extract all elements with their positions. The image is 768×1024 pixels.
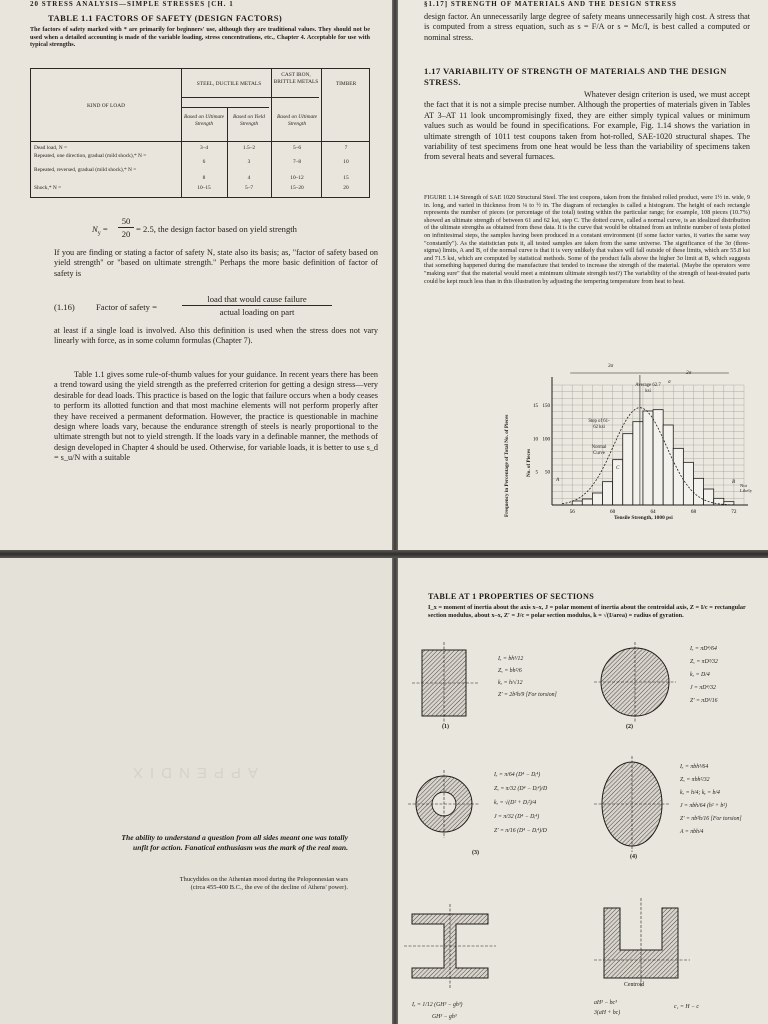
histogram-bar <box>633 422 643 505</box>
x-tick-label: 68 <box>690 509 697 515</box>
section-6-equation: 3(aH + bc) <box>594 1010 621 1016</box>
equation-ny-fraction: $\frac{50}{20}$ <box>118 216 134 239</box>
row-label: Dead load, N = <box>34 145 67 151</box>
paragraph: Table 1.1 gives some rule-of-thumb values for your guidance. In recent years there has been a trend toward using the yield strength as the preferred criterion for getting a design stress—very desirable for dead loads. This practice is based on the logic that failure occurs when a body ceases to perform its allotted function and that most machine elements will not perform properly after they have received a permanent deformation. However, the practice is questionable in machine design where loads vary, because the endurance strength of steels is nearly proportional to the ultimate strength but not to yield strength. If the loads vary in a definable manner, the methods of design developed in Chapter 4 should be used. Otherwise, for variable loads, it is better to use s_d = s_u/N with a suitable <box>54 370 378 463</box>
row-value: 7–8 <box>292 159 302 165</box>
book-gutter <box>392 0 398 1024</box>
annotation-2sigma: 2σ <box>686 370 692 376</box>
histogram-bar <box>673 448 683 505</box>
section-2-equation: kₓ = D/4 <box>690 672 710 678</box>
section-3-number: (3) <box>472 850 479 856</box>
table-title: TABLE 1.1 FACTORS OF SAFETY (DESIGN FACTORS) <box>48 13 283 23</box>
histogram-svg <box>506 365 758 525</box>
section-3-equation: kₓ = √(D² + Dᵢ²)/4 <box>494 800 537 806</box>
col-steel: STEEL, DUCTILE METALS <box>196 81 262 87</box>
table-caption: The factors of safety marked with * are primarily for beginners' use, although they are traditional values. They should not be used when a detailed accounting is made of the variable loading, stress concentrations, etc., Chapter 4. Acceptable for use with typical strengths. <box>30 26 370 49</box>
section-6-label: Centroid <box>624 982 645 988</box>
section-ellipse <box>594 756 670 852</box>
section-channel <box>594 898 690 988</box>
y2-tick-label: 50 <box>545 470 550 476</box>
epigraph-quote: The ability to understand a question from all sides meant one was totally unfit for action. Fanatical enthusiasm was the mark of the real man. <box>121 833 348 852</box>
row-value: 3 <box>247 159 251 165</box>
section-2-equation: Z′ = πD³/16 <box>690 698 718 704</box>
sub-cast-ultimate: Based on Ultimate Strength <box>276 114 318 127</box>
col-timber: TIMBER <box>335 81 357 87</box>
x-tick-label: 56 <box>569 509 575 515</box>
y2-tick-label: 150 <box>542 404 550 409</box>
row-value: 3–4 <box>199 145 209 151</box>
section-3-equation: Z′ = π/16 (D⁴ − Dᵢ⁴)/D <box>494 828 547 834</box>
section-2-number: (2) <box>626 724 633 730</box>
annotation-b: B <box>732 479 736 485</box>
histogram-chart <box>506 365 758 525</box>
epigraph-attribution: Thucydides on the Athenian mood during the Peloponnesian wars (circa 455-400 B.C., the eve of the decline of Athens' power). <box>179 876 348 891</box>
page-divider <box>0 550 768 558</box>
y-tick-label: 10 <box>533 437 538 443</box>
annotation-a: A <box>556 477 560 483</box>
paragraph: at least if a single load is involved. Also this definition is used when the stress does not vary linearly with force, as in some column formulas (Chapter 7). <box>54 326 378 346</box>
row-value: 10 <box>343 159 349 165</box>
annotation-step-c: C <box>616 465 620 471</box>
row-value: 5–7 <box>244 185 254 191</box>
row-label: Repeated, one direction, gradual (mild shock),* N = <box>34 153 147 159</box>
section-2-equation: J = πD⁴/32 <box>690 685 716 691</box>
page-top-left <box>0 0 392 550</box>
row-label: Shock,* N = <box>34 185 62 191</box>
y-tick-label: 5 <box>535 470 538 476</box>
table-at1-intro: I_x = moment of inertia about the axis x–x, J = polar moment of inertia about the centroidal axis, Z = I/c = rectangular section modulus, about x–x, Z′ = J/c = polar section modulus, k = √(I/area) = radius of gyration. <box>428 604 746 619</box>
annotation-3sigma: 3σ <box>608 363 614 369</box>
y-axis-label-2: No. of Pieces <box>526 448 532 477</box>
col-kind-of-load: KIND OF LOAD <box>86 103 126 109</box>
row-value: 5–6 <box>292 145 302 151</box>
page-bottom-right <box>398 558 768 1024</box>
paragraph: Whatever design criterion is used, we must accept the fact that it is not a simple precise number. Although the properties of materials given in Tables AT 3–AT 11 look uncompromisingly fixed, they are either simply typical values or minimum values such as would be found in specifications. For example, Fig. 1.14 shows the variation in ultimate strength of 1011 test coupons taken from hot-rolled, SAE-1020 structural shapes. The variability of test specimens from one heat would be less than the variability of specimens taken from several heats and several furnaces. <box>424 90 750 162</box>
appendix-show-through: APPENDIX <box>126 764 258 781</box>
x-tick-label: 64 <box>650 509 656 515</box>
y2-tick-label: 100 <box>542 437 550 443</box>
y-axis-label: Frequency in Percentage of Total No. of Pieces <box>504 414 510 517</box>
histogram-bar <box>572 501 582 505</box>
row-label: Repeated, reversed, gradual (mild shock),* N = <box>34 167 137 173</box>
section-2-equation: Zₓ = πD³/32 <box>690 659 718 665</box>
sub-ultimate: Based on Ultimate Strength <box>183 114 225 127</box>
row-value: 10–12 <box>290 175 304 181</box>
section-4-equation: A = πbh/4 <box>680 829 704 835</box>
histogram-bar <box>693 478 703 505</box>
page-top-right <box>398 0 768 550</box>
section-6-equation: c₁ = H − c <box>674 1004 699 1010</box>
figure-caption: FIGURE 1.14 Strength of SAE 1020 Structural Steel. The test coupons, taken from the finished rolled product, were 1½ in. wide, 9 in. long, and varied in thickness from ⅛ to ½ in. The diagram of rectangles is called a histogram. The height of each rectangle represents the number of pieces (or percentage of the total) testing within the particular range; for example, 108 pieces (10.7%) showed an ultimate strength of between 61 and 62 ksi, step C. The dotted curve, called a normal curve, is an idealized distribution of the ultimate strengths as obtained from these data. It is the curve that would be obtained from an infinite number of tests plotted on infinitesimal steps, the samples having been produced in a constant environment (if some factor varies, it varies the same way "constantly"). As the statistician puts it, all tested samples are taken from the same universe. The significance of the 3σ (three-sigma) limits, A and B, of the normal curve is that it is very unlikely that values will fall outside of these limits, which are 55.8 ksi and 71.5 ksi, which are computed by statistical methods. Some of the product falls above the higher 3σ limit at B, which suggests that something happened during the manufacture that tended to increase the strength of the material. (Maybe the operators were "making sure" that the material would meet a minimum ultimate strength test?) The variability of the strength of heat-treated parts could be kept much less than in this illustration by adjusting the tempering temperature from heat to heat. <box>424 194 750 285</box>
annotation-normal: Normal Curve <box>591 445 607 456</box>
safety-factor-table <box>30 68 370 198</box>
histogram-bar <box>643 411 653 505</box>
section-1-equation: kₓ = h/√12 <box>498 680 523 686</box>
section-2-equation: Iₓ = πD⁴/64 <box>690 646 717 652</box>
section-4-equation: kₓ = h/4; kᵧ = b/4 <box>680 790 720 796</box>
section-3-equation: Iₓ = π/64 (D⁴ − Dᵢ⁴) <box>494 772 541 778</box>
section-5-equation: Iₓ = 1/12 (GH³ − gh³) <box>412 1002 463 1008</box>
sub-yield: Based on Yield Strength <box>233 114 265 127</box>
histogram-bar <box>663 425 673 505</box>
section-heading: 1.17 VARIABILITY OF STRENGTH OF MATERIALS AND THE DESIGN STRESS. <box>424 66 727 87</box>
equation-ny: $N_y$ = <box>92 224 108 237</box>
x-axis-label: Tensile Strength, 1000 psi <box>614 515 673 521</box>
running-head: 20 STRESS ANALYSIS—SIMPLE STRESSES [CH. 1 <box>30 0 234 8</box>
x-tick-label: 72 <box>731 509 737 515</box>
row-value: 4 <box>247 175 251 181</box>
y-tick-label: 15 <box>533 404 538 409</box>
section-5-equation: GH³ − gh³ <box>432 1014 457 1020</box>
row-value: 6 <box>202 159 206 165</box>
section-1-number: (1) <box>442 724 449 730</box>
section-rectangle <box>412 642 478 724</box>
page-bottom-left <box>0 558 392 1024</box>
section-i-beam <box>404 904 496 988</box>
annotation-not-likely: Not Likely <box>740 483 752 494</box>
equation-lhs: Factor of safety = <box>96 302 157 312</box>
x-tick-label: 60 <box>610 509 616 515</box>
row-value: 15–20 <box>290 185 304 191</box>
section-1-equation: Iₓ = bh³/12 <box>498 656 524 662</box>
paragraph: design factor. An unnecessarily large degree of safety means unnecessarily high cost. A stress that is computed from a stress equation, such as s = F/A or s = Mc/I, is best called a computed or nominal stress. <box>424 12 750 42</box>
table-at1-title: TABLE AT 1 PROPERTIES OF SECTIONS <box>428 592 595 601</box>
annotation-step: Step of 61-62 ksi <box>588 419 610 430</box>
histogram-bar <box>653 410 663 505</box>
row-value: 10–15 <box>197 185 211 191</box>
equation-number: (1.16) <box>54 302 75 312</box>
row-value: 20 <box>343 185 349 191</box>
paragraph: If you are finding or stating a factor of safety N, state also its basis; as, "factor of safety based on yield strength" or "based on ultimate strength." Perhaps the more basic definition of factor of safety is <box>54 248 378 278</box>
equation-ny-result: = 2.5, the design factor based on yield strength <box>136 224 297 234</box>
section-4-equation: Z′ = πb²h/16 [For torsion] <box>680 816 742 822</box>
equation-fraction: load that would cause failure actual loading on part <box>182 294 332 317</box>
annotation-sigma: σ <box>668 379 671 385</box>
col-cast-iron: CAST IRON, BRITTLE METALS <box>273 72 319 85</box>
running-head: §1.17] STRENGTH OF MATERIALS AND THE DESIGN STRESS <box>424 0 677 8</box>
histogram-bar <box>592 493 602 505</box>
section-circle <box>594 642 676 722</box>
histogram-bar <box>582 499 592 505</box>
section-hollow-circle <box>408 770 480 838</box>
histogram-bar <box>603 482 613 505</box>
section-1-equation: Z′ = 2b²h/9 [For torsion] <box>498 692 557 698</box>
histogram-bar <box>683 462 693 505</box>
section-1-equation: Zₓ = bh²/6 <box>498 668 522 674</box>
section-3-equation: J = π/32 (D⁴ − Dᵢ⁴) <box>494 814 540 820</box>
row-value: 8 <box>202 175 206 181</box>
section-4-equation: Iₓ = πbh³/64 <box>680 764 709 770</box>
section-3-equation: Zₓ = π/32 (D⁴ − Dᵢ⁴)/D <box>494 786 548 792</box>
section-6-equation: aH³ − bc³ <box>594 1000 617 1006</box>
section-4-number: (4) <box>630 854 637 860</box>
annotation-average: Average 62.7 ksi <box>635 383 661 394</box>
section-4-equation: Zₓ = πbh²/32 <box>680 777 710 783</box>
row-value: 7 <box>344 145 348 151</box>
row-value: 1.5–2 <box>242 145 256 151</box>
section-4-equation: J = πbh/64 (h² + b²) <box>680 803 727 809</box>
row-value: 15 <box>343 175 349 181</box>
histogram-bar <box>623 434 633 505</box>
